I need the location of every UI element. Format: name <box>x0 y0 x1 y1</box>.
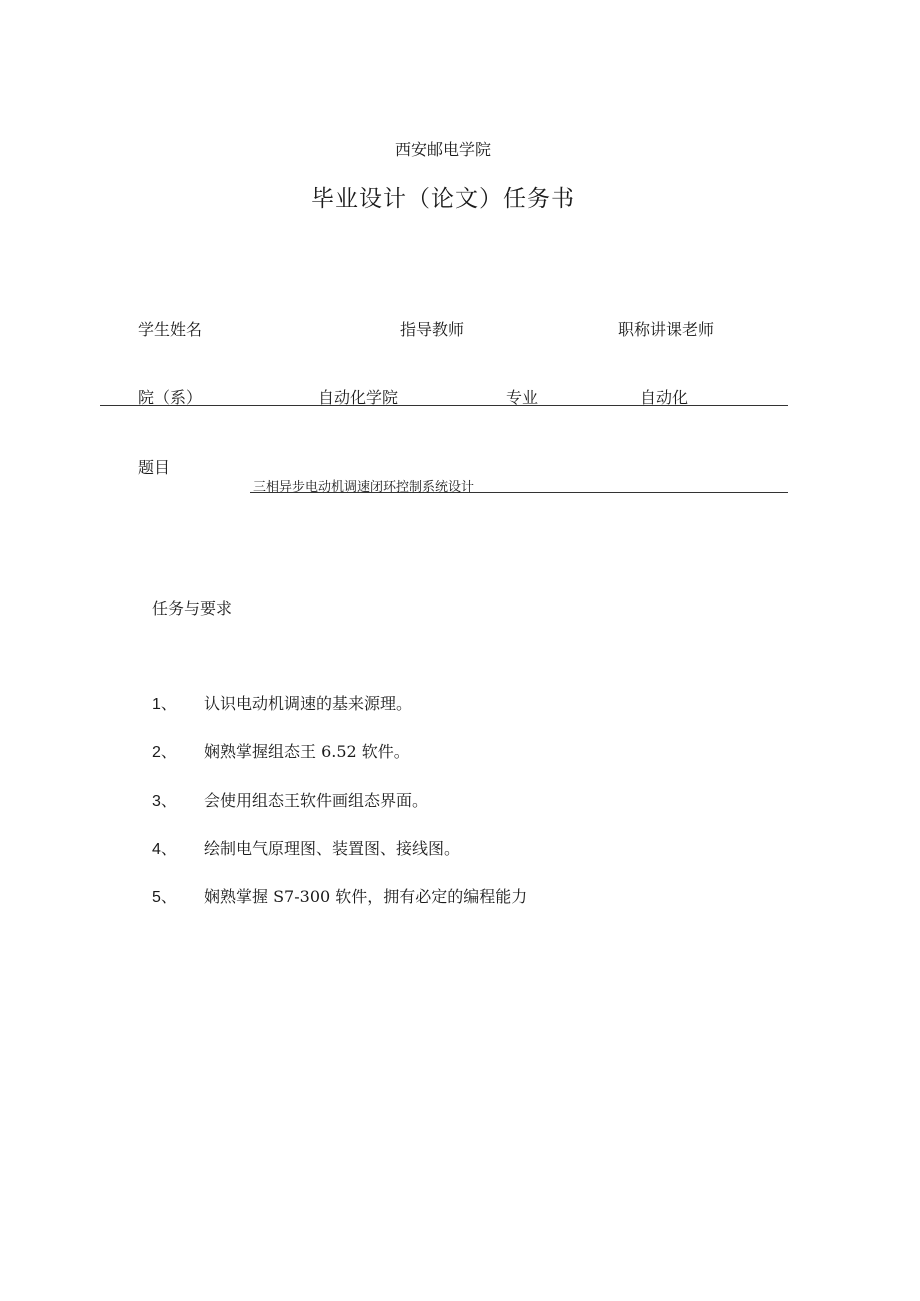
advisor-label: 指导教师 <box>400 320 465 339</box>
school-name: 西安邮电学院 <box>394 140 491 159</box>
advisor-title-label: 职称讲课老师 <box>618 320 715 339</box>
document-title: 毕业设计（论文）任务书 <box>311 186 575 212</box>
item-number: 3、 <box>152 793 177 810</box>
item-text: 娴熟掌握组态王 6.52 软件。 <box>204 742 410 761</box>
item-text: 会使用组态王软件画组态界面。 <box>204 791 429 810</box>
list-item <box>152 691 177 714</box>
item-number: 2、 <box>152 744 177 761</box>
department-value: 自动化学院 <box>318 388 399 407</box>
item-text: 认识电动机调速的基来源理。 <box>204 694 413 713</box>
item-number: 4、 <box>152 841 177 858</box>
major-value: 自动化 <box>640 388 689 407</box>
item-text: 绘制电气原理图、装置图、接线图。 <box>204 839 461 858</box>
item-text: 娴熟掌握 S7-300 软件，拥有必定的编程能力 <box>204 887 528 906</box>
tasks-heading: 任务与要求 <box>152 599 233 618</box>
item-number: 1、 <box>152 696 177 713</box>
list-item <box>152 884 177 907</box>
topic-underline <box>250 492 788 493</box>
list-item <box>152 788 177 811</box>
list-item <box>152 739 177 762</box>
department-label: 院（系） <box>138 388 203 407</box>
department-row-underline <box>100 405 788 406</box>
item-number: 5、 <box>152 889 177 906</box>
list-item <box>152 836 177 859</box>
major-label: 专业 <box>506 388 539 407</box>
topic-value: 三相异步电动机调速闭环控制系统设计 <box>253 480 475 495</box>
student-name-label: 学生姓名 <box>138 320 203 339</box>
topic-label: 题目 <box>138 458 171 477</box>
